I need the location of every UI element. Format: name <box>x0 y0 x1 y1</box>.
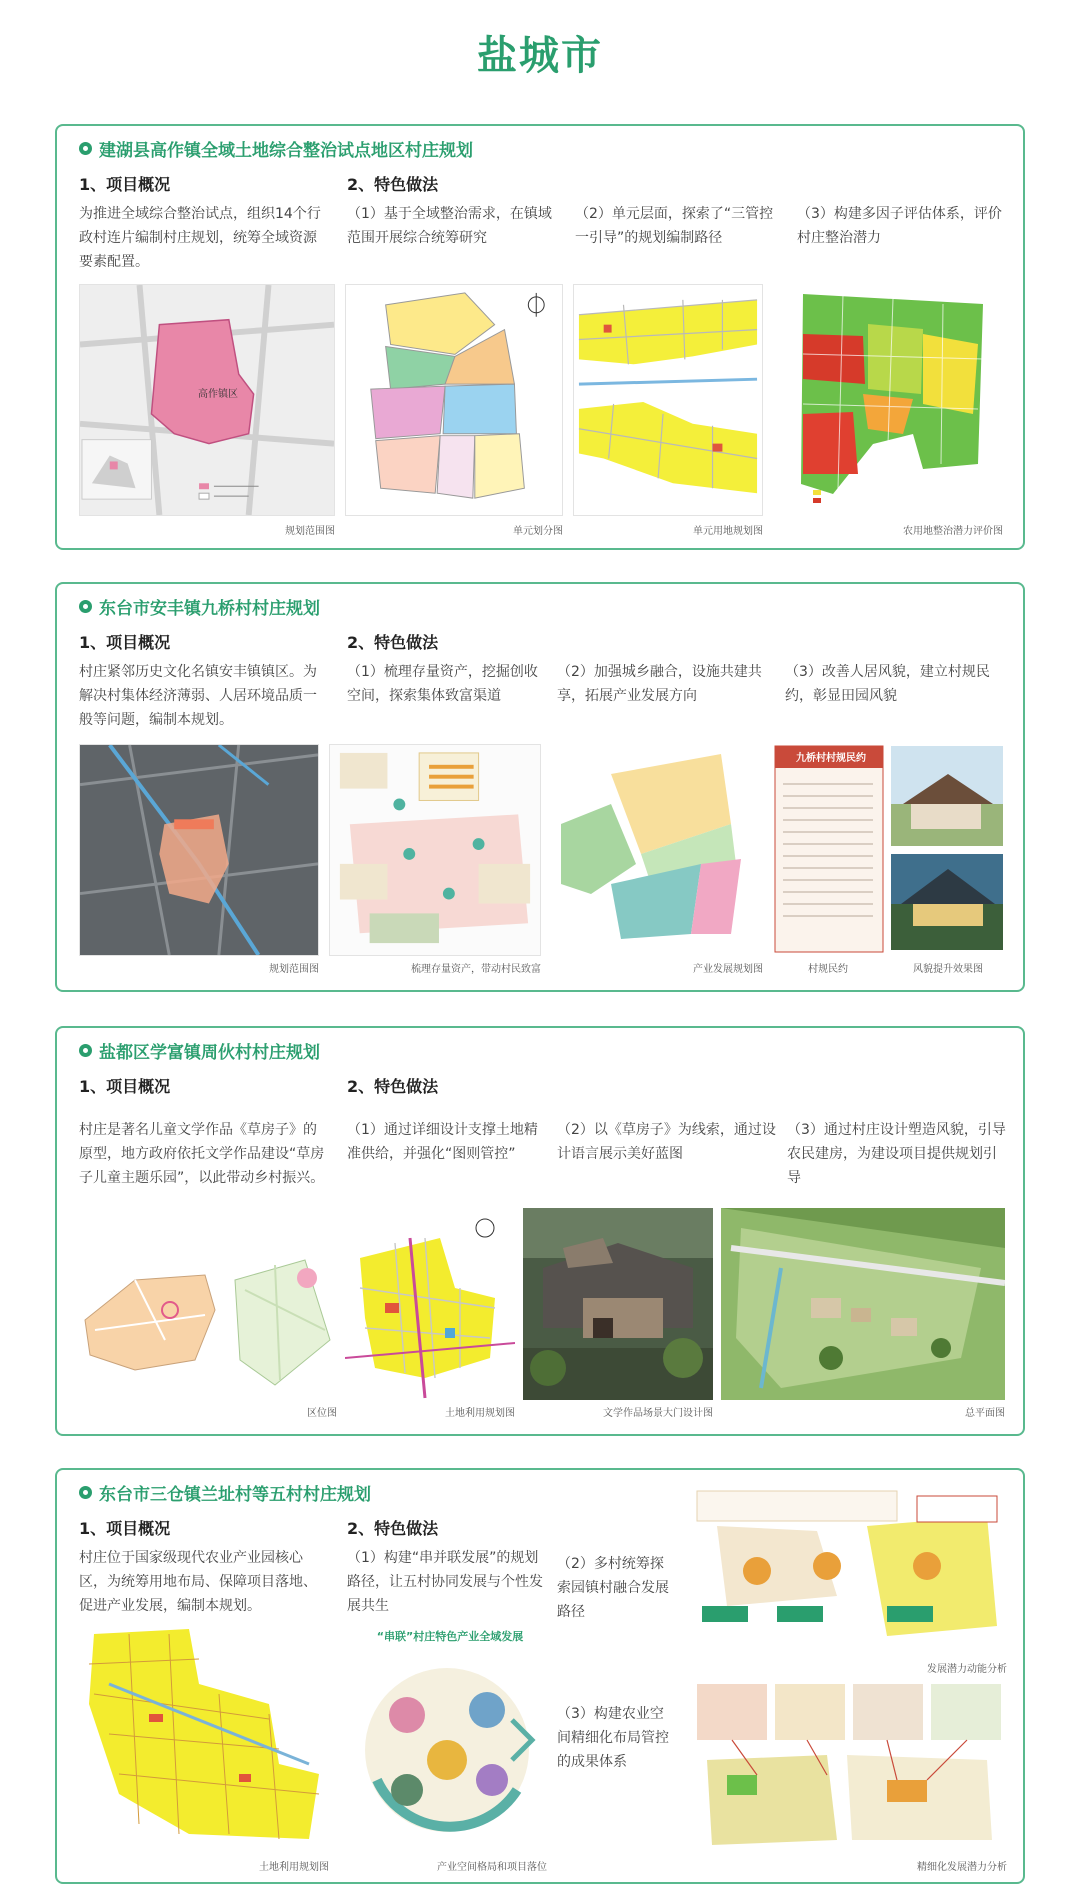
overview-heading: 1、项目概况 <box>79 633 171 652</box>
feature-2: （2）以《草房子》为线索，通过设计语言展示美好蓝图 <box>557 1122 776 1162</box>
target-icon <box>79 1486 92 1499</box>
master-plan <box>721 1208 1005 1400</box>
feature-3: （3）构建多因子评估体系，评价村庄整治潜力 <box>797 206 1002 246</box>
card-title <box>79 594 320 619</box>
refined-potential-diagram <box>687 1680 1007 1852</box>
feature-1: （1）基于全域整治需求，在镇域范围开展综合统筹研究 <box>347 206 552 246</box>
overview-heading: 1、项目概况 <box>79 175 171 194</box>
caption: 文学作品场景大门设计图 <box>603 1408 713 1419</box>
caption: 单元划分图 <box>513 526 563 537</box>
unit-division-map <box>345 284 563 516</box>
planning-scope-aerial <box>79 744 319 956</box>
caption: 发展潜力动能分析 <box>927 1664 1007 1675</box>
asset-map <box>329 744 541 956</box>
caption: 精细化发展潜力分析 <box>917 1862 1007 1873</box>
caption: 风貌提升效果图 <box>913 964 983 975</box>
planning-scope-map <box>79 284 335 516</box>
overview-text: 村庄紧邻历史文化名镇安丰镇镇区。为解决村集体经济薄弱、人居环境品质一般等问题，编制本规划。 <box>79 664 317 728</box>
page-title: 盐城市 <box>477 33 603 79</box>
feature-1: （1）通过详细设计支撑土地精准供给，并强化“图则管控” <box>347 1122 538 1162</box>
map-label: 高作镇区 <box>198 389 238 400</box>
project-card-1 <box>55 124 1025 550</box>
card-title-text: 盐都区学富镇周伙村村庄规划 <box>99 1043 320 1063</box>
card-title-text: 东台市三仓镇兰址村等五村村庄规划 <box>99 1485 371 1505</box>
card-title <box>79 136 473 161</box>
caption: 村规民约 <box>808 964 848 975</box>
feature-2: （2）多村统筹探索园镇村融合发展路径 <box>557 1556 669 1620</box>
village-rules-poster <box>773 744 1005 956</box>
card-title <box>79 1038 320 1063</box>
feature-1: （1）梳理存量资产，挖掘创收空间，探索集体致富渠道 <box>347 664 538 704</box>
feature-2: （2）单元层面，探索了“三管控一引导”的规划编制路径 <box>575 206 774 246</box>
poster-title: 九桥村村规民约 <box>796 753 866 764</box>
project-card-4 <box>55 1468 1025 1884</box>
caption: 规划范围图 <box>285 526 335 537</box>
features-heading: 2、特色做法 <box>347 1519 439 1538</box>
caption: 总平面图 <box>965 1408 1005 1419</box>
target-icon <box>79 1044 92 1057</box>
landuse-plan-map <box>79 1624 329 1852</box>
feature-2: （2）加强城乡融合，设施共建共享，拓展产业发展方向 <box>557 664 762 704</box>
landuse-plan-map <box>345 1208 515 1400</box>
overview-heading: 1、项目概况 <box>79 1077 171 1096</box>
caption: 土地利用规划图 <box>259 1862 329 1873</box>
caption: 规划范围图 <box>269 964 319 975</box>
overview-heading: 1、项目概况 <box>79 1519 171 1538</box>
caption: 区位图 <box>307 1408 337 1419</box>
gate-rendering <box>523 1208 713 1400</box>
feature-1: （1）构建“串并联发展”的规划路径，让五村协同发展与个性发展共生 <box>347 1550 543 1614</box>
potential-evaluation-map <box>773 284 1003 516</box>
location-map <box>75 1220 337 1400</box>
features-heading: 2、特色做法 <box>347 1077 439 1096</box>
feature-3: （3）构建农业空间精细化布局管控的成果体系 <box>557 1706 669 1770</box>
card-title <box>79 1480 371 1505</box>
features-heading: 2、特色做法 <box>347 175 439 194</box>
overview-text: 村庄是著名儿童文学作品《草房子》的原型，地方政府依托文学作品建设“草房子儿童主题乐园”，以此带动乡村振兴。 <box>79 1122 325 1186</box>
industry-plan-map <box>551 744 763 956</box>
caption: 单元用地规划图 <box>693 526 763 537</box>
caption: 产业发展规划图 <box>693 964 763 975</box>
unit-landuse-map <box>573 284 763 516</box>
project-card-3 <box>55 1026 1025 1436</box>
caption: 农用地整治潜力评价图 <box>903 526 1003 537</box>
project-card-2 <box>55 582 1025 992</box>
overview-text: 村庄位于国家级现代农业产业园核心区，为统筹用地布局、保障项目落地、促进产业发展，编制本规划。 <box>79 1550 317 1614</box>
caption: 梳理存量资产，带动村民致富 <box>411 964 541 975</box>
feature-3: （3）改善人居风貌，建立村规民约，彰显田园风貌 <box>785 664 990 704</box>
target-icon <box>79 600 92 613</box>
feature-3: （3）通过村庄设计塑造风貌，引导农民建房，为建设项目提供规划引导 <box>787 1122 1006 1186</box>
potential-kinetic-diagram <box>687 1486 1007 1656</box>
caption: 土地利用规划图 <box>445 1408 515 1419</box>
features-heading: 2、特色做法 <box>347 633 439 652</box>
caption: 产业空间格局和项目落位 <box>437 1862 547 1873</box>
poster-title: “串联”村庄特色产业全域发展 <box>376 1630 524 1643</box>
industry-spatial-pattern <box>347 1620 547 1852</box>
overview-text: 为推进全域综合整治试点，组织14个行政村连片编制村庄规划，统筹全域资源要素配置。 <box>79 206 321 270</box>
card-title-text: 建湖县高作镇全域土地综合整治试点地区村庄规划 <box>99 141 473 161</box>
target-icon <box>79 142 92 155</box>
card-title-text: 东台市安丰镇九桥村村庄规划 <box>99 599 320 619</box>
